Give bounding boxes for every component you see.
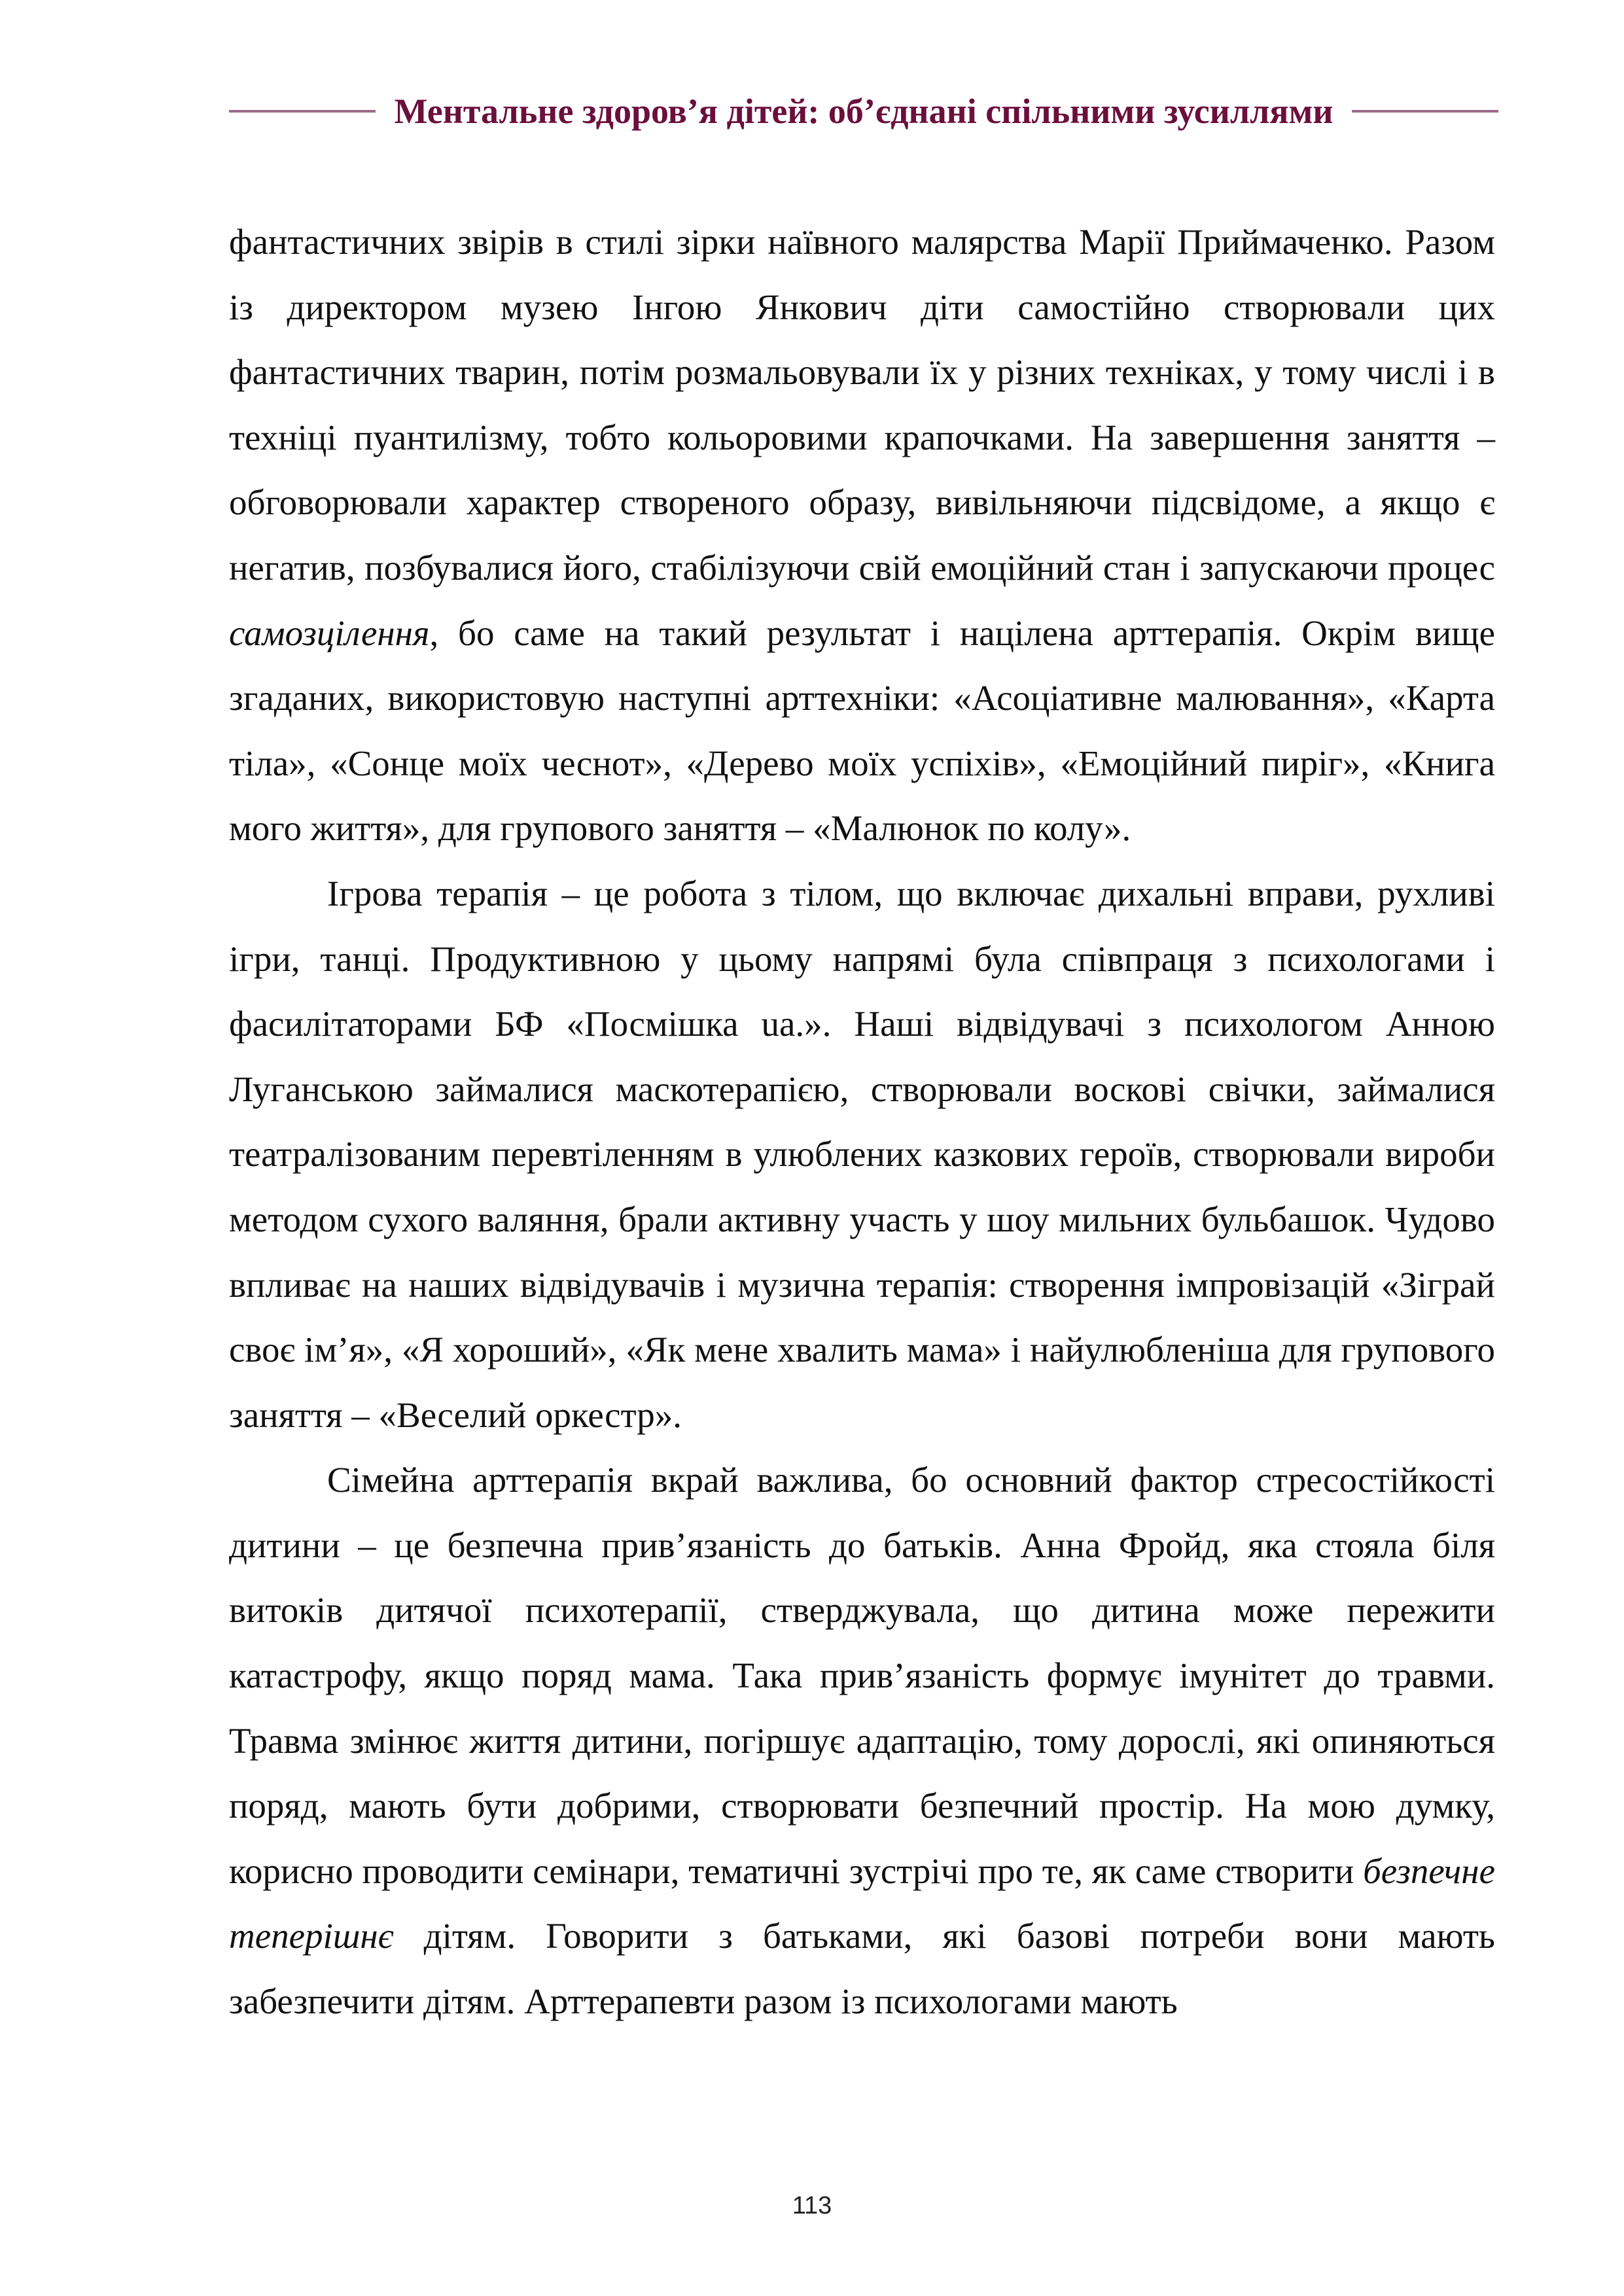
paragraph-2-text-1: Ігрова терапія – це робота з тілом, що включає дихальні вправи, рухливі ігри, танці. Продуктивною у цьому напрямі була співпраця з психологами і фасилітаторами БФ «Посмішка ua.». Наші відвідувачі з психологом Анною Луганською займалися маскотерапією, створювали воскові свічки, займалися театралізованим перевтіленням в улюблених казкових героїв, створювали вироби методом сухого валяння, брали активну участь у шоу мильних бульбашок. Чудово впливає на наших відвідувачів і музична терапія: створення імпровізацій «Зіграй своє ім’я», «Я хороший», «Як мене хвалить мама» і найулюбленіша для групового заняття – «Веселий оркестр». bbox=[229, 873, 1495, 1435]
paragraph-3-text-1: Сімейна арттерапія вкрай важлива, бо основний фактор стресостійкості дитини – це безпечна прив’язаність до батьків. Анна Фройд, яка стояла біля витоків дитячої психотерапії, стверджувала, що дитина може пережити катастрофу, якщо поряд мама. Така прив’язаність формує імунітет до травми. Травма змінює життя дитини, погіршує адаптацію, тому дорослі, які опиняються поряд, мають бути добрими, створювати безпечний простір. На мою думку, корисно проводити семінари, тематичні зустрічі про те, як саме створити bbox=[229, 1460, 1495, 1891]
paragraph-1-italic-term: самозцілення bbox=[229, 612, 430, 653]
running-header bbox=[229, 85, 1498, 137]
header-title: Ментальне здоров’я дітей: об’єднані спільними зусиллями bbox=[394, 92, 1333, 131]
header-rule-right bbox=[1352, 110, 1498, 113]
paragraph-1-text-2: , бо саме на такий результат і націлена арттерапія. Окрім вище згаданих, використовую наступні арттехніки: «Асоціативне малювання», «Карта тіла», «Сонце моїх чеснот», «Дерево моїх успіхів», «Емоційний пиріг», «Книга мого життя», для групового заняття – «Малюнок по колу». bbox=[229, 612, 1495, 849]
header-rule-left bbox=[229, 110, 376, 113]
paragraph-1 bbox=[229, 209, 1495, 861]
paragraph-3 bbox=[229, 1447, 1495, 2034]
paragraph-3-italic-term: безпечне теперішнє bbox=[229, 1850, 1495, 1956]
page-number: 113 bbox=[792, 2192, 832, 2219]
paragraph-2 bbox=[229, 861, 1495, 1447]
paragraph-3-text-2: дітям. Говорити з батьками, які базові потреби вони мають забезпечити дітям. Арттерапевти разом із психологами мають bbox=[229, 1916, 1495, 2022]
body-text bbox=[229, 209, 1495, 2034]
paragraph-1-text-1: фантастичних звірів в стилі зірки наївного малярства Марії Приймаченко. Разом із директором музею Інгою Янкович діти самостійно створювали цих фантастичних тварин, потім розмальовували їх у різних техніках, у тому числі і в техніці пуантилізму, тобто кольоровими крапочками. На завершення заняття – обговорювали характер створеного образу, вивільняючи підсвідоме, а якщо є негатив, позбувалися його, стабілізуючи свій емоційний стан і запускаючи процес bbox=[229, 222, 1495, 588]
